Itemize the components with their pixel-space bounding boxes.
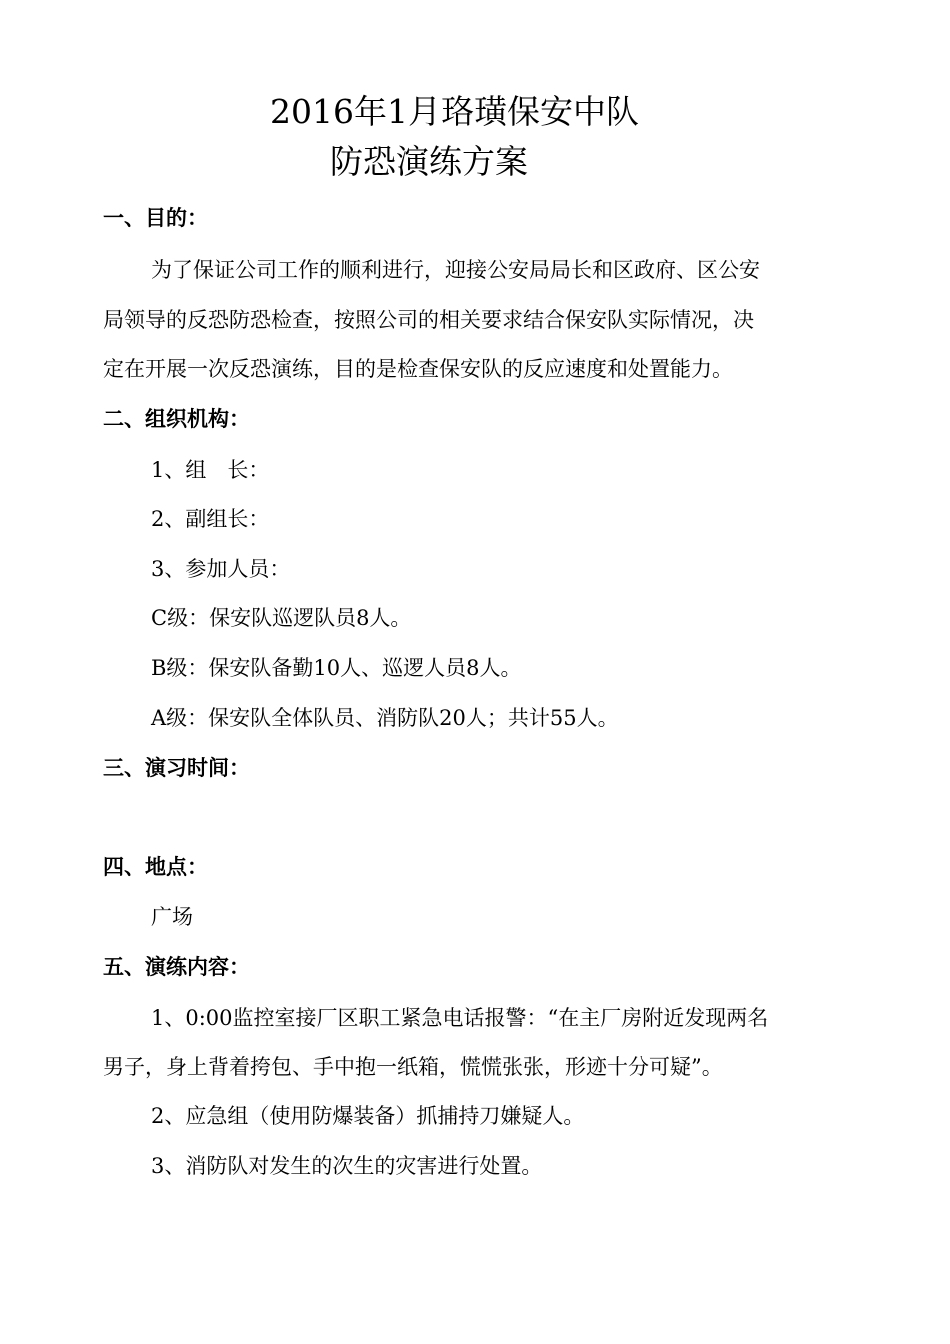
purpose-paragraph-line: 定在开展一次反恐演练，目的是检查保安队的反应速度和处置能力。 xyxy=(103,357,733,381)
organization-item: B级：保安队备勤10人、巡逻人员8人。 xyxy=(151,656,522,680)
content-paragraph-line: 1、0:00监控室接厂区职工紧急电话报警：“在主厂房附近发现两名 xyxy=(151,1006,769,1030)
document-title-line1: 2016年1月珞璜保安中队 xyxy=(270,92,639,131)
organization-item: C级：保安队巡逻队员8人。 xyxy=(151,606,412,630)
organization-item: A级：保安队全体队员、消防队20人；共计55人。 xyxy=(151,706,619,730)
section-heading-content: 五、演练内容： xyxy=(103,954,250,979)
purpose-paragraph-line: 局领导的反恐防恐检查，按照公司的相关要求结合保安队实际情况，决 xyxy=(103,308,754,332)
section-heading-organization: 二、组织机构： xyxy=(103,406,250,431)
location-value: 广场 xyxy=(151,905,193,929)
organization-item: 3、参加人员： xyxy=(151,557,291,581)
section-heading-purpose: 一、目的： xyxy=(103,205,208,230)
document-title-line2: 防恐演练方案 xyxy=(330,142,528,181)
content-paragraph-line: 2、应急组（使用防爆装备）抓捕持刀嫌疑人。 xyxy=(151,1104,585,1128)
section-heading-location: 四、地点： xyxy=(103,854,208,879)
organization-item: 2、副组长： xyxy=(151,507,270,531)
section-heading-time: 三、演习时间： xyxy=(103,755,250,780)
content-paragraph-line: 3、消防队对发生的次生的灾害进行处置。 xyxy=(151,1154,543,1178)
content-paragraph-line: 男子，身上背着挎包、手中抱一纸箱，慌慌张张，形迹十分可疑”。 xyxy=(103,1055,723,1079)
purpose-paragraph-line: 为了保证公司工作的顺利进行，迎接公安局局长和区政府、区公安 xyxy=(151,258,760,282)
organization-item: 1、组 长： xyxy=(151,458,270,482)
